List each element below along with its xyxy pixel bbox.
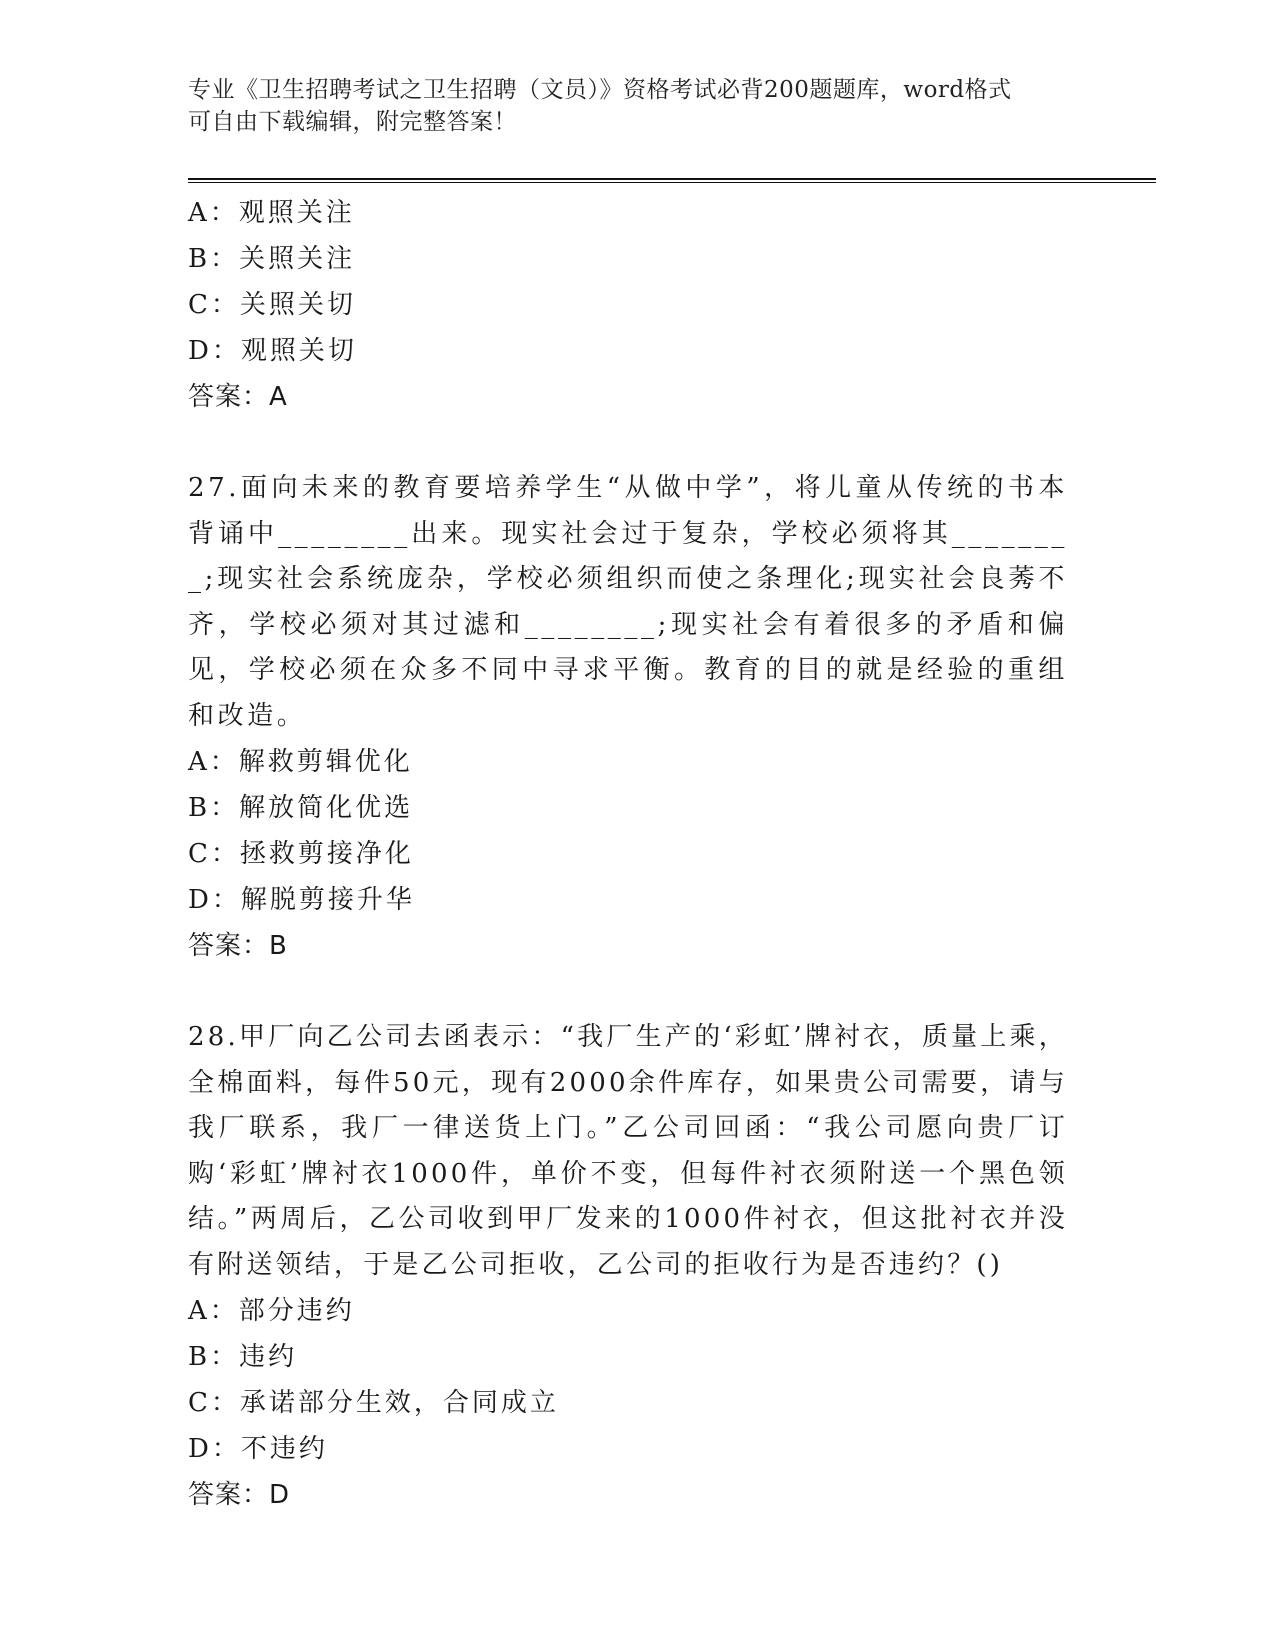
option-a: A：解救剪辑优化 — [188, 747, 413, 777]
option-a: A：部分违约 — [188, 1296, 355, 1326]
option-c: C：承诺部分生效，合同成立 — [188, 1388, 559, 1418]
option-d: D：不违约 — [188, 1434, 328, 1464]
question-28 — [188, 1015, 1068, 1518]
option-a: A：观照关注 — [188, 198, 355, 228]
question-27 — [188, 466, 1068, 969]
previous-question-options — [188, 190, 1068, 420]
question-stem: 28.甲厂向乙公司去函表示：“我厂生产的‘彩虹’牌衬衣，质量上乘，全棉面料，每件50元，现有2000余件库存，如果贵公司需要，请与我厂联系，我厂一律送货上门。”乙公司回函：“我公司愿向贵厂订购‘彩虹’牌衬衣1000件，单价不变，但每件衬衣须附送一个黑色领结。”两周后，乙公司收到甲厂发来的1000件衬衣，但这批衬衣并没有附送领结，于是乙公司拒收，乙公司的拒收行为是否违约？() — [188, 1022, 1068, 1280]
answer-line: 答案：B — [188, 931, 288, 961]
option-b: B：关照关注 — [188, 244, 356, 274]
header-rule-thin — [188, 182, 1156, 183]
option-c: C：关照关切 — [188, 290, 356, 320]
answer-line: 答案：A — [188, 382, 288, 412]
question-list — [188, 190, 1068, 1518]
header-rule-thick — [188, 178, 1156, 180]
header-title-line-2: 可自由下载编辑，附完整答案！ — [188, 109, 517, 135]
page-header — [188, 74, 1068, 138]
option-b: B：违约 — [188, 1342, 298, 1372]
header-title-line-1: 专业《卫生招聘考试之卫生招聘（文员）》资格考试必背200题题库，word格式 — [188, 77, 1012, 103]
option-d: D：解脱剪接升华 — [188, 885, 415, 915]
option-b: B：解放简化优选 — [188, 793, 414, 823]
answer-line: 答案：D — [188, 1480, 291, 1510]
option-c: C：拯救剪接净化 — [188, 839, 414, 869]
option-d: D：观照关切 — [188, 336, 357, 366]
question-stem: 27.面向未来的教育要培养学生“从做中学”，将儿童从传统的书本背诵中________出来。现实社会过于复杂，学校必须将其________;现实社会系统庞杂，学校必须组织而使之条理化;现实社会良莠不齐，学校必须对其过滤和________;现实社会有着很多的矛盾和偏见，学校必须在众多不同中寻求平衡。教育的目的就是经验的重组和改造。 — [188, 473, 1068, 731]
